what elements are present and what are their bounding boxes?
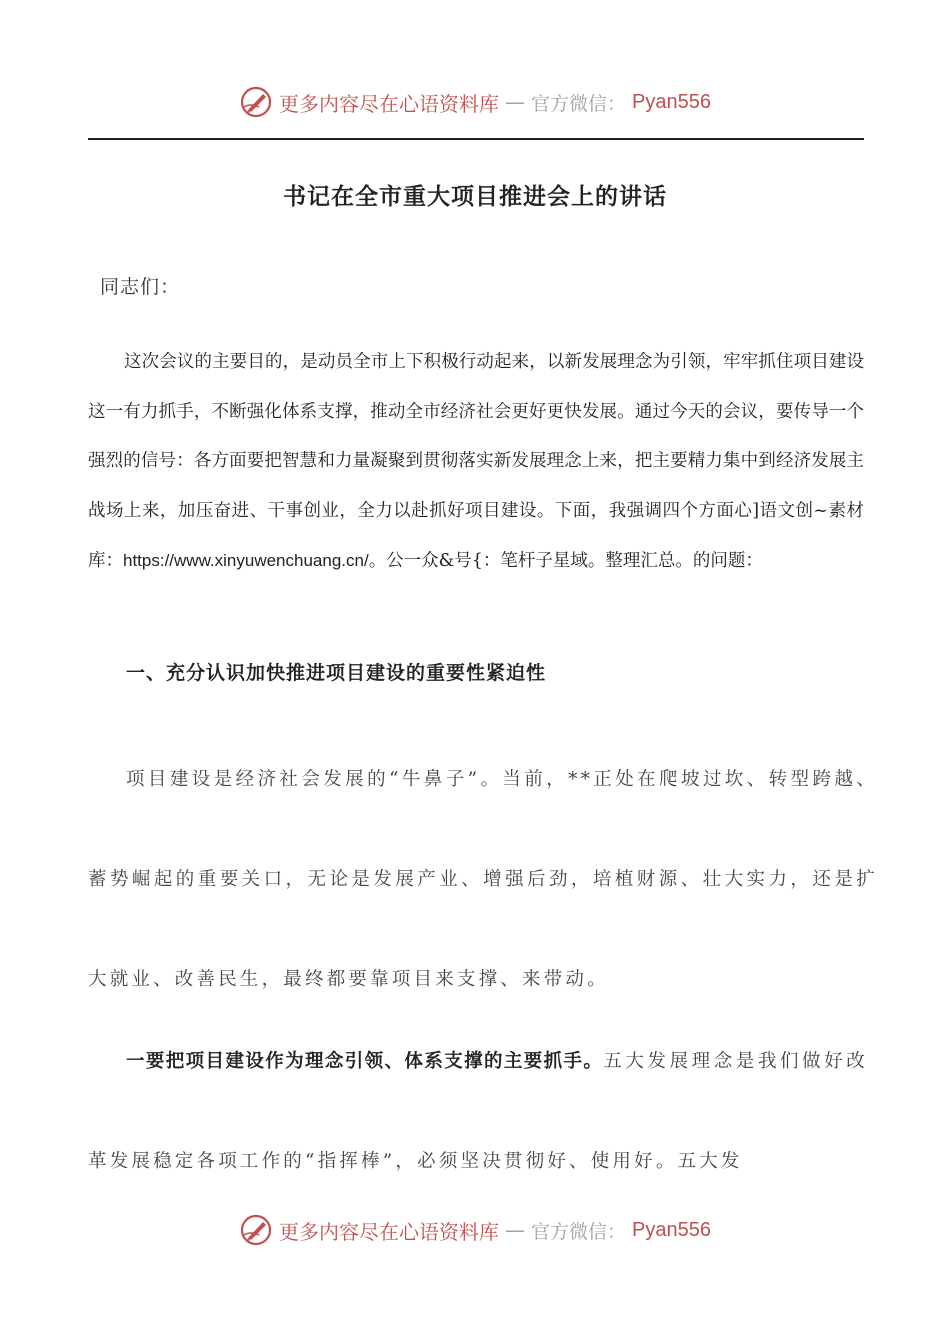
salutation: 同志们： [100,276,181,298]
header-divider [88,138,864,140]
paragraph-first-point [88,1012,868,1212]
watermark-site-text: 更多内容尽在心语资料库 [279,1219,499,1244]
watermark-dash: — [505,1218,525,1242]
first-point-lead: 一要把项目建设作为理念引领、体系支撑的主要抓手。 [126,1051,604,1072]
watermark-dash: — [505,90,525,114]
header-watermark [0,82,950,122]
watermark-wechat-id: Pyan556 [632,90,711,113]
website-url: https://www.xinyuwenchuang.cn/ [123,551,369,570]
watermark-site-text: 更多内容尽在心语资料库 [279,91,499,116]
paragraph-intro-text: 这次会议的主要目的，是动员全市上下积极行动起来，以新发展理念为引领，牢牢抓住项目建设这一有力抓手，不断强化体系支撑，推动全市经济社会更好更快发展。通过今天的会议，要传导一个强烈的信号：各方面要把智慧和力量凝聚到贯彻落实新发展理念上来，把主要精力集中到经济发展主战场上来，加压奋进、干事创业，全力以赴抓好项目建设。下面，我强调四个方面心]语文创~素材库： [88,352,864,571]
paragraph-intro [88,338,864,587]
watermark-wechat-id: Pyan556 [632,1218,711,1241]
pen-logo-icon [239,1213,273,1247]
first-point-text: 五大发展理念是我们做好改革发展稳定各项工作的“指挥棒”，必须坚决贯彻好、使用好。五大发 [88,1051,868,1172]
watermark-wechat-label: 官方微信： [531,92,627,115]
footer-watermark [0,1210,950,1250]
paragraph-intro-tail: 。公一众&号{：笔杆子星域。整理汇总。的问题： [368,551,763,571]
document-title: 书记在全市重大项目推进会上的讲话 [283,183,667,210]
paragraph-project-importance: 项目建设是经济社会发展的“牛鼻子”。当前，**正处在爬坡过坎、转型跨越、蓄势崛起的重要关口，无论是发展产业、增强后劲，培植财源、壮大实力，还是扩大就业、改善民生，最终都要靠项目来支撑、来带动。 [88,769,878,990]
section-heading-1: 一、充分认识加快推进项目建设的重要性紧迫性 [126,662,547,684]
pen-logo-icon [239,85,273,119]
watermark-wechat-label: 官方微信： [531,1220,627,1243]
